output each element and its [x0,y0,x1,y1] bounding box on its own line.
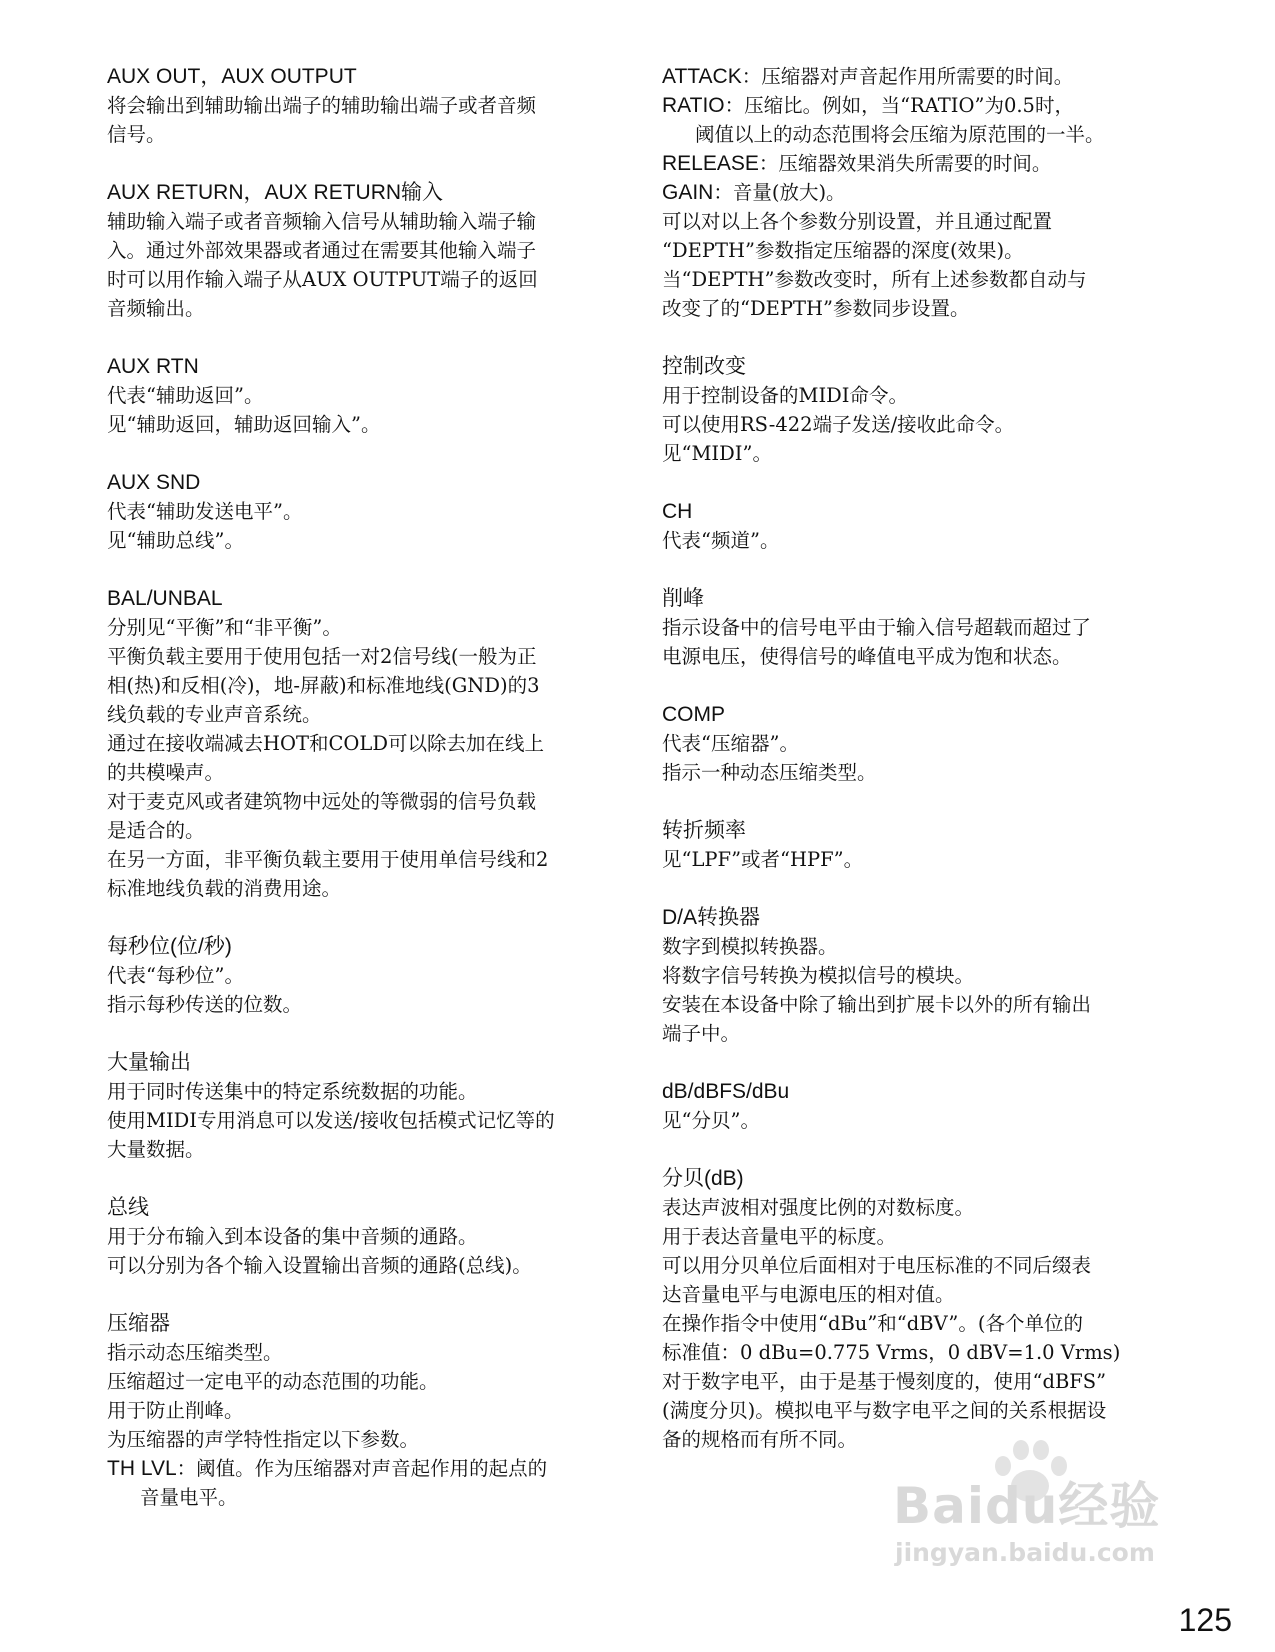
parameter-label: GAIN [662,181,714,204]
parameter-label: RATIO [662,94,725,117]
definition-line [107,845,627,874]
glossary-term: COMP [662,703,725,726]
definition-text: 对于麦克风或者建筑物中远处的等微弱的信号负载 [107,790,537,813]
right-column [662,62,1182,1483]
definition-text: 指示动态压缩类型。 [107,1341,283,1364]
definition-line [662,613,1182,642]
definition-line [662,178,1182,207]
definition-text: 音量电平。 [140,1486,238,1509]
definition-line [662,758,1182,787]
definition-text: 用于同时传送集中的特定系统数据的功能。 [107,1080,478,1103]
definition-text: ：压缩比。例如，当“RATIO”为0.5时， [724,94,1074,117]
definition-line [662,1396,1182,1425]
definition-line [107,120,627,149]
definition-text: 代表“压缩器”。 [662,732,799,755]
definition-text: 相(热)和反相(冷)，地-屏蔽)和标准地线(GND)的3 [107,674,540,697]
definition-text: 当“DEPTH”参数改变时，所有上述参数都自动与 [662,268,1087,291]
definition-text: 安装在本设备中除了输出到扩展卡以外的所有输出 [662,993,1092,1016]
definition-line [662,236,1182,265]
glossary-entry [662,497,1182,555]
definition-line [107,874,627,903]
definition-text: 压缩超过一定电平的动态范围的功能。 [107,1370,439,1393]
glossary-entry [662,352,1182,468]
definition-line [107,816,627,845]
definition-text: 可以用分贝单位后面相对于电压标准的不同后缀表 [662,1254,1092,1277]
definition-text: 代表“频道”。 [662,529,780,552]
definition-text: 阈值以上的动态范围将会压缩为原范围的一半。 [695,123,1105,146]
definition-text: 数字到模拟转换器。 [662,935,838,958]
definition-text: 平衡负载主要用于使用包括一对2信号线(一般为正 [107,645,537,668]
glossary-term: CH [662,500,693,523]
glossary-entry [662,700,1182,787]
watermark-url: jingyan.baidu.com [895,1538,1155,1567]
definition-line [107,787,627,816]
definition-text: 可以对以上各个参数分别设置，并且通过配置 [662,210,1053,233]
definition-line [107,294,627,323]
glossary-term: dB/dBFS/dBu [662,1080,790,1103]
definition-text: 大量数据。 [107,1138,205,1161]
definition-text: 辅助输入端子或者音频输入信号从辅助输入端子输 [107,210,537,233]
definition-line [662,62,1182,91]
glossary-entry [662,1164,1182,1454]
parameter-label: TH LVL [107,1457,177,1480]
glossary-entry [107,932,627,1019]
definition-text: 的共模噪声。 [107,761,225,784]
definition-text: 备的规格而有所不同。 [662,1428,858,1451]
definition-text: 用于分布输入到本设备的集中音频的通路。 [107,1225,478,1248]
definition-text: ：压缩器效果消失所需要的时间。 [758,152,1052,175]
parameter-label: ATTACK [662,65,742,88]
definition-line [107,613,627,642]
glossary-term: 压缩器 [107,1312,170,1335]
definition-line [662,1193,1182,1222]
definition-text: 指示设备中的信号电平由于输入信号超载而超过了 [662,616,1092,639]
definition-text: 分别见“平衡”和“非平衡”。 [107,616,342,639]
glossary-entry [107,352,627,439]
definition-line [107,700,627,729]
page-number: 125 [1178,1602,1232,1638]
glossary-entry [662,903,1182,1048]
glossary-entry [107,1309,627,1512]
definition-text: 为压缩器的声学特性指定以下参数。 [107,1428,420,1451]
glossary-term: AUX SND [107,471,201,494]
glossary-term: 控制改变 [662,355,746,378]
definition-line [107,1396,627,1425]
definition-text: 达音量电平与电源电压的相对值。 [662,1283,955,1306]
definition-line [662,381,1182,410]
definition-line [107,1425,627,1454]
definition-text: 见“MIDI”。 [662,442,772,465]
definition-line [107,207,627,236]
definition-line [662,120,1182,149]
definition-line [107,990,627,1019]
definition-text: 在另一方面，非平衡负载主要用于使用单信号线和2 [107,848,549,871]
definition-text: 通过在接收端减去HOT和COLD可以除去加在线上 [107,732,544,755]
glossary-term: 分贝(dB) [662,1167,744,1190]
definition-line [662,149,1182,178]
definition-line [662,207,1182,236]
glossary-term: AUX RETURN，AUX RETURN输入 [107,181,444,204]
glossary-term: D/A转换器 [662,906,761,929]
definition-text: 信号。 [107,123,166,146]
parameter-label: RELEASE [662,152,759,175]
definition-text: 电源电压，使得信号的峰值电平成为饱和状态。 [662,645,1072,668]
definition-line [107,91,627,120]
definition-text: 将数字信号转换为模拟信号的模块。 [662,964,975,987]
left-column [107,62,627,1541]
glossary-entry [107,1048,627,1164]
definition-text: 是适合的。 [107,819,205,842]
watermark-brand: Baidu经验 [893,1477,1161,1535]
definition-text: 可以分别为各个输入设置输出音频的通路(总线)。 [107,1254,532,1277]
definition-line [662,729,1182,758]
definition-text: 用于防止削峰。 [107,1399,244,1422]
glossary-term: AUX OUT，AUX OUTPUT [107,65,357,88]
definition-line [662,410,1182,439]
baidu-watermark [893,1430,1213,1580]
definition-line [107,526,627,555]
definition-line [107,729,627,758]
definition-line [107,1338,627,1367]
glossary-entry [107,62,627,149]
definition-line [662,439,1182,468]
glossary-term: BAL/UNBAL [107,587,223,610]
glossary-entry [107,468,627,555]
glossary-term: AUX RTN [107,355,199,378]
definition-line [107,236,627,265]
definition-line [662,1280,1182,1309]
glossary-entry [662,816,1182,874]
definition-text: 使用MIDI专用消息可以发送/接收包括模式记忆等的 [107,1109,555,1132]
definition-text: 音频输出。 [107,297,205,320]
definition-text: 改变了的“DEPTH”参数同步设置。 [662,297,970,320]
definition-text: 在操作指令中使用“dBu”和“dBV”。(各个单位的 [662,1312,1083,1335]
definition-line [107,1483,627,1512]
definition-line [107,497,627,526]
definition-line [662,1019,1182,1048]
definition-line [107,1251,627,1280]
definition-line [107,1367,627,1396]
definition-line [662,1338,1182,1367]
definition-text: 将会输出到辅助输出端子的辅助输出端子或者音频 [107,94,537,117]
definition-text: 代表“辅助返回”。 [107,384,264,407]
definition-line [662,1106,1182,1135]
definition-line [662,91,1182,120]
definition-text: 标准值：0 dBu=0.775 Vrms，0 dBV=1.0 Vrms) [662,1341,1121,1364]
definition-text: 用于控制设备的MIDI命令。 [662,384,909,407]
definition-line [107,758,627,787]
definition-line [662,265,1182,294]
definition-line [662,1251,1182,1280]
definition-line [662,845,1182,874]
definition-text: “DEPTH”参数指定压缩器的深度(效果)。 [662,239,1024,262]
glossary-term: 转折频率 [662,819,746,842]
definition-text: 可以使用RS-422端子发送/接收此命令。 [662,413,1015,436]
definition-line [662,526,1182,555]
definition-text: 见“辅助总线”。 [107,529,244,552]
definition-line [107,961,627,990]
glossary-entry [662,584,1182,671]
glossary-entry [107,178,627,323]
definition-text: 见“LPF”或者“HPF”。 [662,848,864,871]
definition-line [662,294,1182,323]
definition-text: 指示一种动态压缩类型。 [662,761,877,784]
definition-line [107,1454,627,1483]
definition-line [107,381,627,410]
definition-text: ：音量(放大)。 [713,181,846,204]
definition-text: 对于数字电平，由于是基于慢刻度的，使用“dBFS” [662,1370,1107,1393]
definition-line [662,1309,1182,1338]
definition-line [107,1135,627,1164]
definition-line [662,990,1182,1019]
definition-text: (满度分贝)。模拟电平与数字电平之间的关系根据设 [662,1399,1107,1422]
glossary-term: 大量输出 [107,1051,191,1074]
definition-line [107,642,627,671]
glossary-entry [662,62,1182,323]
glossary-term: 总线 [107,1196,149,1219]
glossary-entry [107,1193,627,1280]
definition-text: 用于表达音量电平的标度。 [662,1225,897,1248]
definition-text: 线负载的专业声音系统。 [107,703,322,726]
glossary-term: 每秒位(位/秒) [107,935,232,958]
definition-line [107,671,627,700]
definition-text: 代表“辅助发送电平”。 [107,500,303,523]
definition-text: 见“辅助返回，辅助返回输入”。 [107,413,381,436]
definition-line [107,265,627,294]
glossary-entry [107,584,627,903]
definition-line [662,1222,1182,1251]
definition-line [107,1222,627,1251]
definition-text: 表达声波相对强度比例的对数标度。 [662,1196,975,1219]
definition-line [662,932,1182,961]
definition-line [662,961,1182,990]
definition-line [662,1367,1182,1396]
definition-line [107,410,627,439]
glossary-entry [662,1077,1182,1135]
definition-text: ：压缩器对声音起作用所需要的时间。 [741,65,1074,88]
definition-text: 指示每秒传送的位数。 [107,993,303,1016]
definition-text: 端子中。 [662,1022,741,1045]
definition-line [662,642,1182,671]
definition-line [107,1106,627,1135]
definition-text: 代表“每秒位”。 [107,964,244,987]
definition-text: 时可以用作输入端子从AUX OUTPUT端子的返回 [107,268,538,291]
glossary-term: 削峰 [662,587,704,610]
definition-text: ：阈值。作为压缩器对声音起作用的起点的 [176,1457,548,1480]
definition-text: 见“分贝”。 [662,1109,760,1132]
definition-text: 入。通过外部效果器或者通过在需要其他输入端子 [107,239,537,262]
definition-text: 标准地线负载的消费用途。 [107,877,342,900]
definition-line [107,1077,627,1106]
